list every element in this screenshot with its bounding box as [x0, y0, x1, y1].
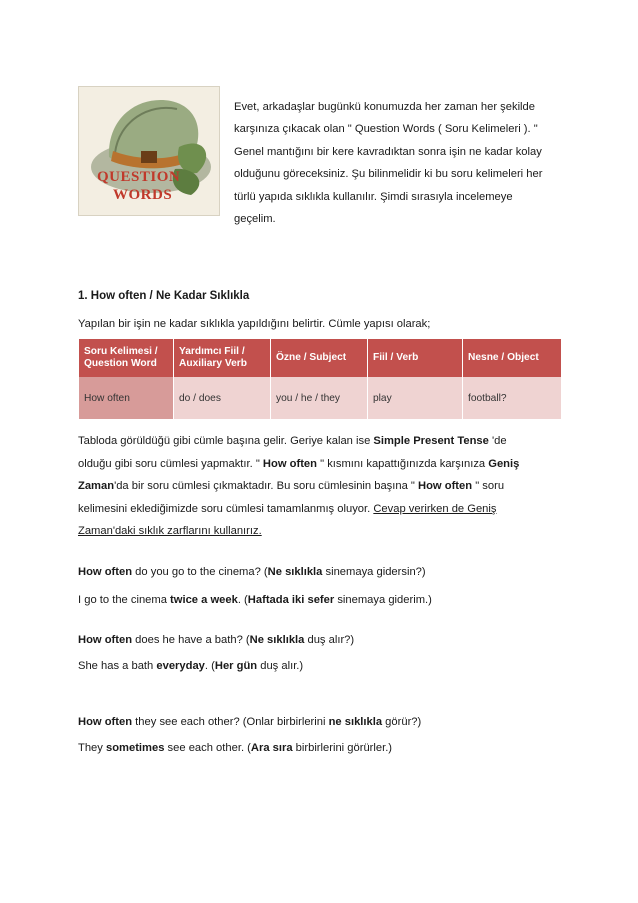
example-answer-2	[78, 660, 303, 672]
text-span: do you go to the cinema? (	[132, 566, 268, 578]
text-span: görür?)	[382, 716, 422, 728]
underlined-text: Zaman'daki sıklık zarflarını kullanırız.	[78, 525, 262, 537]
text-span: . (	[204, 660, 215, 672]
bold-term: How often	[78, 634, 133, 646]
text-span: Tabloda görüldüğü gibi cümle başına gelir. Geriye kalan ise	[78, 435, 374, 447]
intro-line: karşınıza çıkacak olan " Question Words ( Soru Kelimeleri ). "	[234, 123, 538, 136]
body-line	[78, 430, 563, 453]
section-description: Yapılan bir işin ne kadar sıklıkla yapıldığını belirtir. Cümle yapısı olarak;	[78, 318, 431, 330]
text-span: duş alır?)	[304, 634, 355, 646]
bold-term: twice a week	[170, 594, 238, 606]
cell-object: football?	[463, 377, 562, 419]
text-span: birbirlerini görürler.)	[292, 742, 393, 754]
text-span: olduğu gibi soru cümlesi yapmaktır. "	[78, 457, 263, 470]
text-span: sinemaya gidersin?)	[322, 566, 426, 578]
example-question-2	[78, 634, 354, 646]
text-span: . (	[237, 594, 248, 606]
header-text: Auxiliary Verb	[179, 358, 247, 369]
intro-line: geçelim.	[234, 213, 276, 226]
intro-line: Evet, arkadaşlar bugünkü konumuzda her zaman her şekilde	[234, 101, 535, 113]
bold-term: Ne sıklıkla	[249, 634, 305, 646]
example-answer-3	[78, 742, 392, 754]
header-subject: Özne / Subject	[271, 339, 368, 377]
header-question-word	[79, 339, 174, 377]
bold-term: Ara sıra	[250, 742, 293, 754]
table-header-row	[79, 339, 561, 377]
cell-question-word: How often	[79, 377, 174, 419]
body-line	[78, 520, 563, 543]
bold-term: Zaman	[78, 480, 115, 492]
question-words-illustration	[78, 86, 220, 216]
bold-term: everyday	[156, 660, 205, 672]
bold-term: How often	[78, 566, 133, 578]
example-question-1	[78, 566, 426, 578]
bold-term: How often	[262, 457, 317, 470]
text-span: they see each other? (Onlar birbirlerini	[132, 716, 329, 728]
intro-line: olduğunu göreceksiniz. Şu bilinmelidir ki bu soru kelimeleri her	[234, 168, 543, 181]
table-row	[79, 377, 561, 419]
body-line	[78, 475, 563, 498]
header-text: Soru Kelimesi /	[84, 346, 158, 357]
intro-line: türlü yapıda sıklıkla kullanılır. Şimdi sırasıyla incelemeye	[234, 190, 513, 203]
text-span: 'de	[488, 435, 507, 447]
bold-term: Haftada iki sefer	[247, 594, 335, 606]
section-heading: 1. How often / Ne Kadar Sıklıkla	[78, 290, 250, 302]
intro-line: Genel mantığını bir kere kavradıktan sonra işin ne kadar kolay	[234, 145, 542, 158]
cell-auxiliary-verb: do / does	[174, 377, 271, 419]
illustration-text-line1: QUESTION	[97, 169, 181, 185]
header-text: Yardımcı Fiil /	[179, 346, 245, 357]
text-span: She has a bath	[78, 660, 157, 672]
underlined-text: Cevap verirken de Geniş	[373, 502, 497, 515]
example-question-3	[78, 716, 421, 728]
bold-term: ne sıklıkla	[328, 716, 383, 728]
text-span: sinemaya giderim.)	[334, 594, 432, 606]
grammar-table	[79, 339, 561, 419]
text-span: does he have a bath? (	[132, 634, 250, 646]
header-auxiliary-verb	[174, 339, 271, 377]
text-span: They	[78, 742, 106, 754]
text-span: I go to the cinema	[78, 594, 171, 606]
bold-term: How often	[78, 716, 133, 728]
bold-term: Simple Present Tense	[373, 435, 489, 447]
intro-paragraph	[234, 96, 574, 230]
text-span: " soru	[472, 480, 505, 492]
body-line	[78, 498, 563, 521]
bold-term: Geniş	[488, 457, 520, 470]
text-span: " kısmını kapattığınızda karşınıza	[317, 457, 489, 470]
header-text: Question Word	[84, 358, 157, 369]
bold-term: Her gün	[214, 660, 258, 672]
text-span: kelimesini eklediğimizde soru cümlesi tamamlanmış oluyor.	[78, 502, 374, 515]
text-span: see each other. (	[164, 742, 251, 754]
text-span: 'da bir soru cümlesi çıkmaktadır. Bu soru cümlesinin başına "	[114, 480, 419, 492]
body-line	[78, 453, 563, 476]
cell-subject: you / he / they	[271, 377, 368, 419]
header-object: Nesne / Object	[463, 339, 562, 377]
example-answer-1	[78, 594, 432, 606]
bold-term: Ne sıklıkla	[267, 566, 323, 578]
illustration-text-line2: WORDS	[113, 187, 173, 203]
cell-verb: play	[368, 377, 463, 419]
bold-term: sometimes	[105, 742, 165, 754]
text-span: duş alır.)	[257, 660, 304, 672]
header-verb: Fiil / Verb	[368, 339, 463, 377]
bold-term: How often	[418, 480, 473, 492]
explanation-paragraph	[78, 430, 563, 543]
